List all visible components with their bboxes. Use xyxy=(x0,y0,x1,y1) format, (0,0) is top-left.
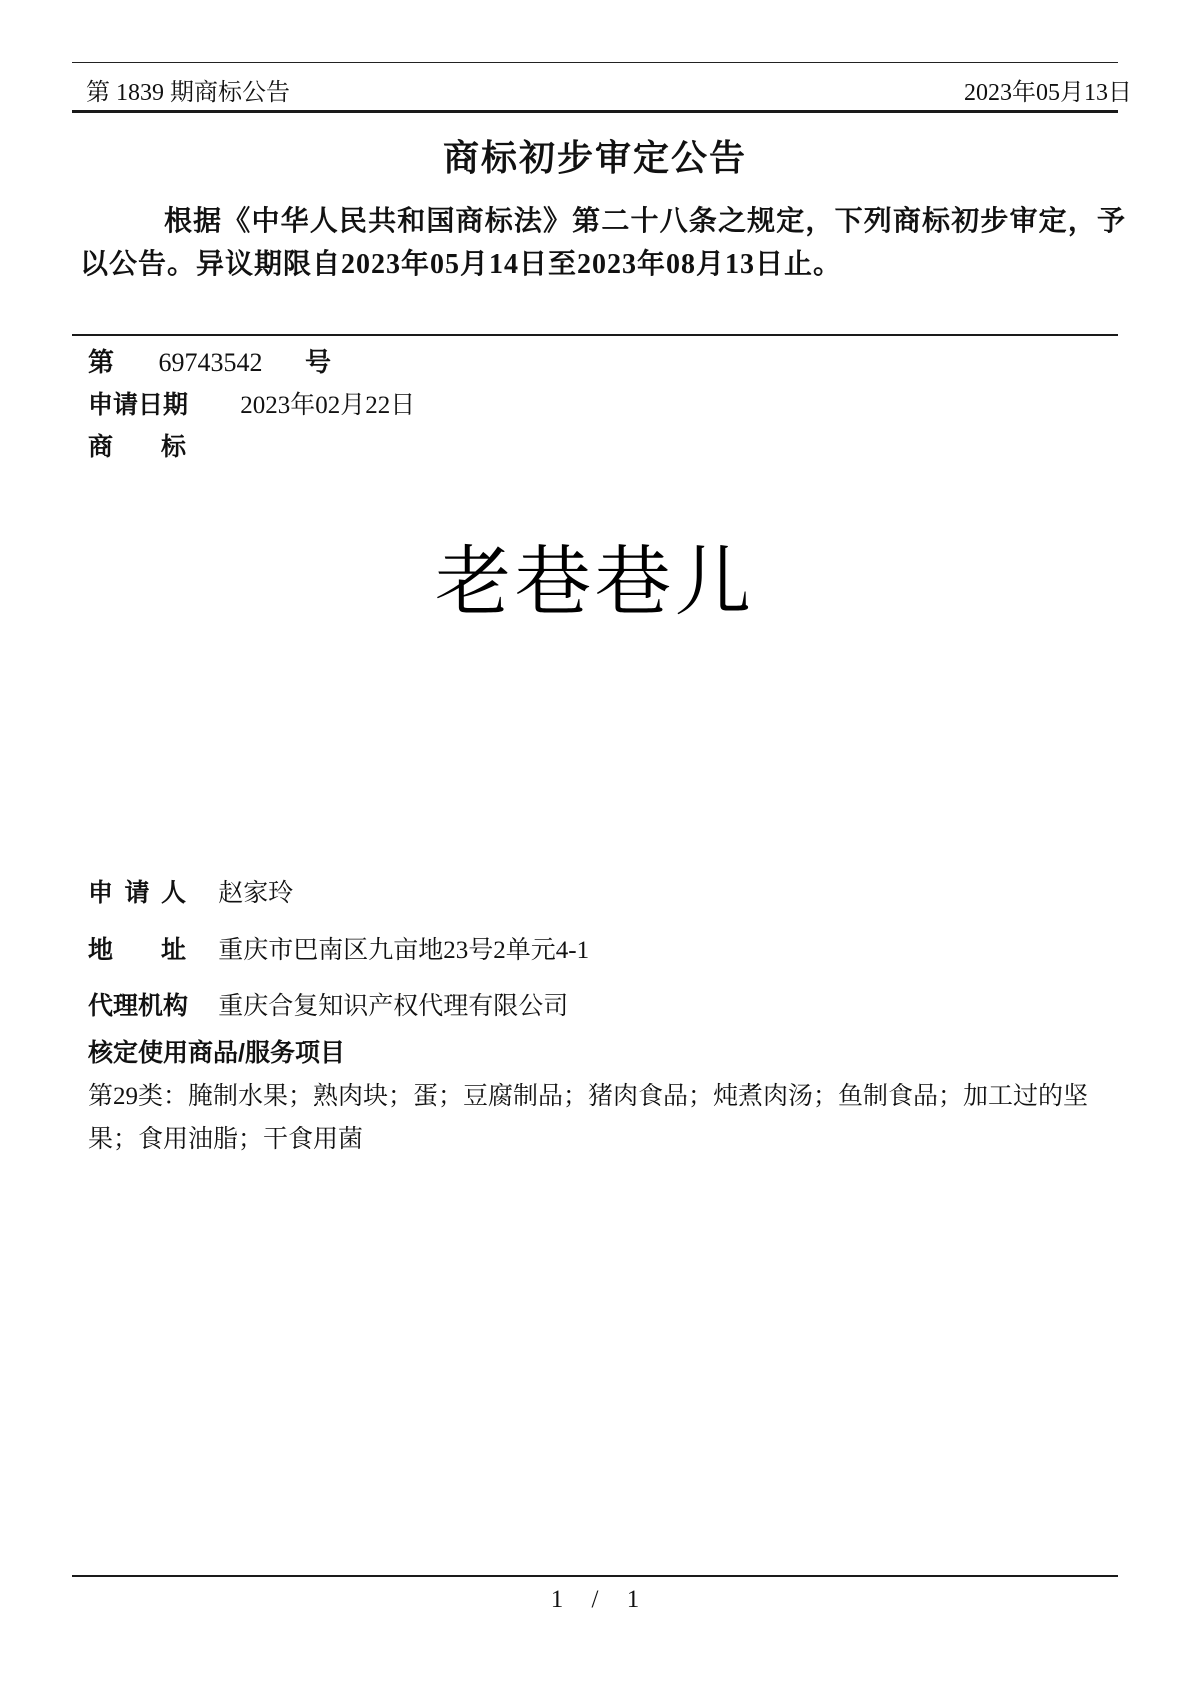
agency-value: 重庆合复知识产权代理有限公司 xyxy=(218,993,569,1020)
header-bottom-rule xyxy=(72,110,1118,113)
apply-date-label: 申请日期 xyxy=(88,391,189,419)
header-date: 2023年05月13日 xyxy=(964,80,1132,106)
address-value: 重庆市巴南区九亩地23号2单元4-1 xyxy=(218,937,590,964)
goods-text: 第29类：腌制水果；熟肉块；蛋；豆腐制品；猪肉食品；炖煮肉汤；鱼制食品；加工过的坚果；食用油脂；干食用菌 xyxy=(88,1083,1089,1153)
header-top-rule xyxy=(72,62,1118,63)
page-total: 1 xyxy=(626,1586,640,1613)
applicant-label: 申 请 人 xyxy=(88,879,186,907)
reg-no-value: 69743542 xyxy=(158,348,263,377)
footer-rule xyxy=(72,1575,1118,1577)
reg-no-suffix: 号 xyxy=(305,347,332,377)
trademark-label: 商 标 xyxy=(88,433,186,461)
apply-date-value: 2023年02月22日 xyxy=(240,392,416,419)
apply-date-row xyxy=(72,388,1150,422)
page-separator: / xyxy=(591,1586,599,1613)
page-current: 1 xyxy=(550,1586,564,1613)
applicant-value: 赵家玲 xyxy=(218,880,294,907)
page-header xyxy=(72,72,1146,107)
address-row xyxy=(72,933,1150,967)
address-label: 地 址 xyxy=(88,936,186,964)
issue-title: 第 1839 期商标公告 xyxy=(86,80,290,106)
trademark-label-row xyxy=(72,430,1150,464)
applicant-row xyxy=(72,876,1150,910)
goods-heading: 核定使用商品/服务项目 xyxy=(88,1039,345,1067)
page-indicator xyxy=(72,1586,1118,1614)
intro-paragraph: 根据《中华人民共和国商标法》第二十八条之规定，下列商标初步审定，予以公告。异议期限自2023年05月14日至2023年08月13日止。 xyxy=(80,206,1126,280)
agency-label: 代理机构 xyxy=(88,992,189,1020)
trademark-text: 老巷巷儿 xyxy=(435,541,755,625)
reg-no-prefix: 第 xyxy=(88,347,115,377)
agency-row xyxy=(72,989,1150,1023)
reg-no-row xyxy=(72,345,1150,379)
record-separator-rule xyxy=(72,334,1118,336)
page-title: 商标初步审定公告 xyxy=(442,138,747,178)
